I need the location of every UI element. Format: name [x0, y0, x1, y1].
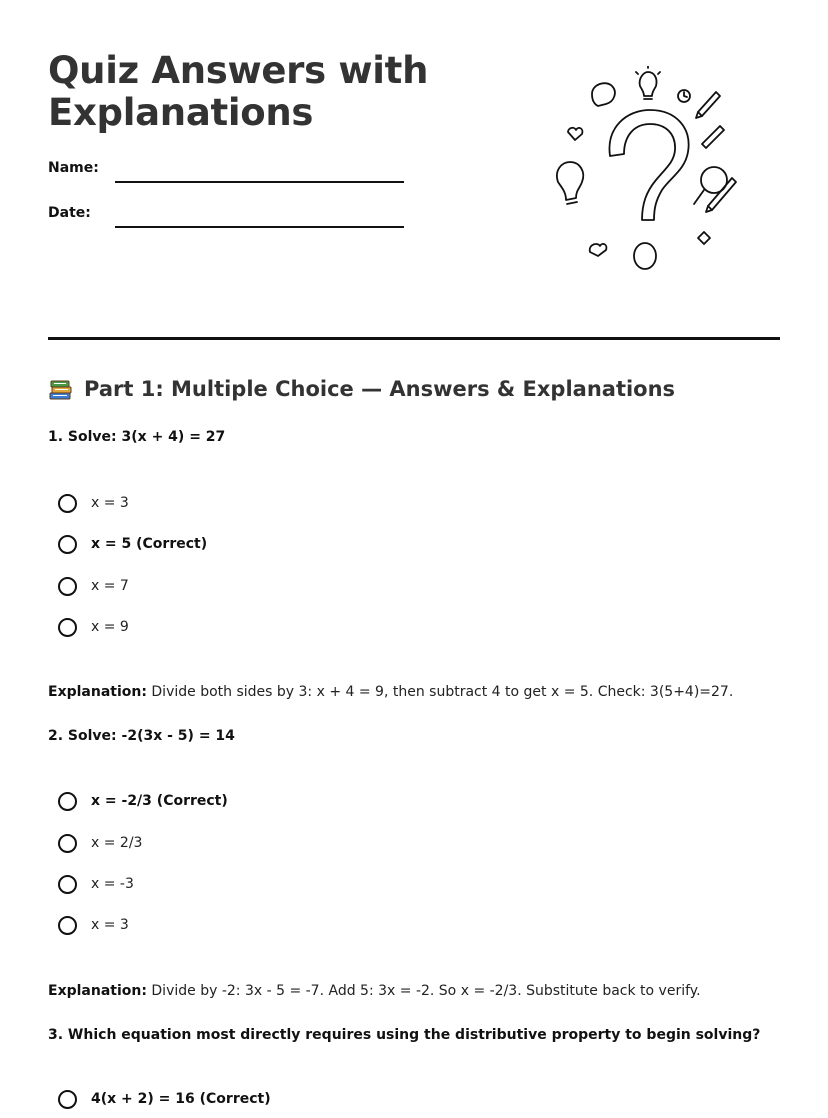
question-1-option-c[interactable] — [58, 574, 129, 598]
date-label: Date: — [48, 205, 91, 221]
question-2-prompt: 2. Solve: -2(3x - 5) = 14 — [48, 728, 235, 744]
question-2-option-d[interactable] — [58, 913, 129, 937]
question-mark-doodle-icon — [548, 66, 748, 276]
option-label: x = 7 — [91, 578, 129, 594]
question-3-prompt: 3. Which equation most directly requires using the distributive property to begin solving? — [48, 1027, 761, 1043]
radio-button[interactable] — [58, 1090, 77, 1109]
date-field[interactable] — [115, 226, 404, 228]
name-field[interactable] — [115, 181, 404, 183]
question-1-option-d[interactable] — [58, 615, 129, 639]
name-label: Name: — [48, 160, 99, 176]
explanation-text: Divide by -2: 3x - 5 = -7. Add 5: 3x = -2. So x = -2/3. Substitute back to verify. — [146, 983, 701, 999]
explanation-label: Explanation: — [48, 684, 147, 700]
radio-button[interactable] — [58, 577, 77, 596]
option-label: x = 5 (Correct) — [91, 536, 208, 552]
option-label: x = 3 — [91, 495, 129, 511]
question-2-option-c[interactable] — [58, 872, 134, 896]
question-2-explanation — [48, 983, 701, 999]
question-1-prompt: 1. Solve: 3(x + 4) = 27 — [48, 429, 226, 445]
question-1-explanation — [48, 684, 733, 700]
page-title: Quiz Answers with Explanations — [48, 49, 429, 134]
option-label: x = 2/3 — [91, 835, 143, 851]
question-2-option-b[interactable] — [58, 831, 142, 855]
books-icon — [48, 376, 74, 402]
option-label: x = -2/3 (Correct) — [91, 793, 228, 809]
option-label: 4(x + 2) = 16 (Correct) — [91, 1091, 271, 1107]
option-label: x = 3 — [91, 917, 129, 933]
radio-button[interactable] — [58, 792, 77, 811]
question-3-option-a[interactable] — [58, 1087, 271, 1111]
radio-button[interactable] — [58, 834, 77, 853]
radio-button[interactable] — [58, 916, 77, 935]
section-heading-text: Part 1: Multiple Choice — Answers & Explanations — [84, 377, 676, 401]
radio-button[interactable] — [58, 535, 77, 554]
section-heading-part1 — [48, 374, 675, 404]
question-1-option-a[interactable] — [58, 491, 129, 515]
radio-button[interactable] — [58, 494, 77, 513]
section-divider — [48, 337, 780, 340]
option-label: x = 9 — [91, 619, 129, 635]
question-1-option-b[interactable] — [58, 532, 207, 556]
option-label: x = -3 — [91, 876, 134, 892]
radio-button[interactable] — [58, 875, 77, 894]
explanation-label: Explanation: — [48, 983, 147, 999]
radio-button[interactable] — [58, 618, 77, 637]
explanation-text: Divide both sides by 3: x + 4 = 9, then subtract 4 to get x = 5. Check: 3(5+4)=27. — [146, 684, 734, 700]
question-2-option-a[interactable] — [58, 789, 228, 813]
